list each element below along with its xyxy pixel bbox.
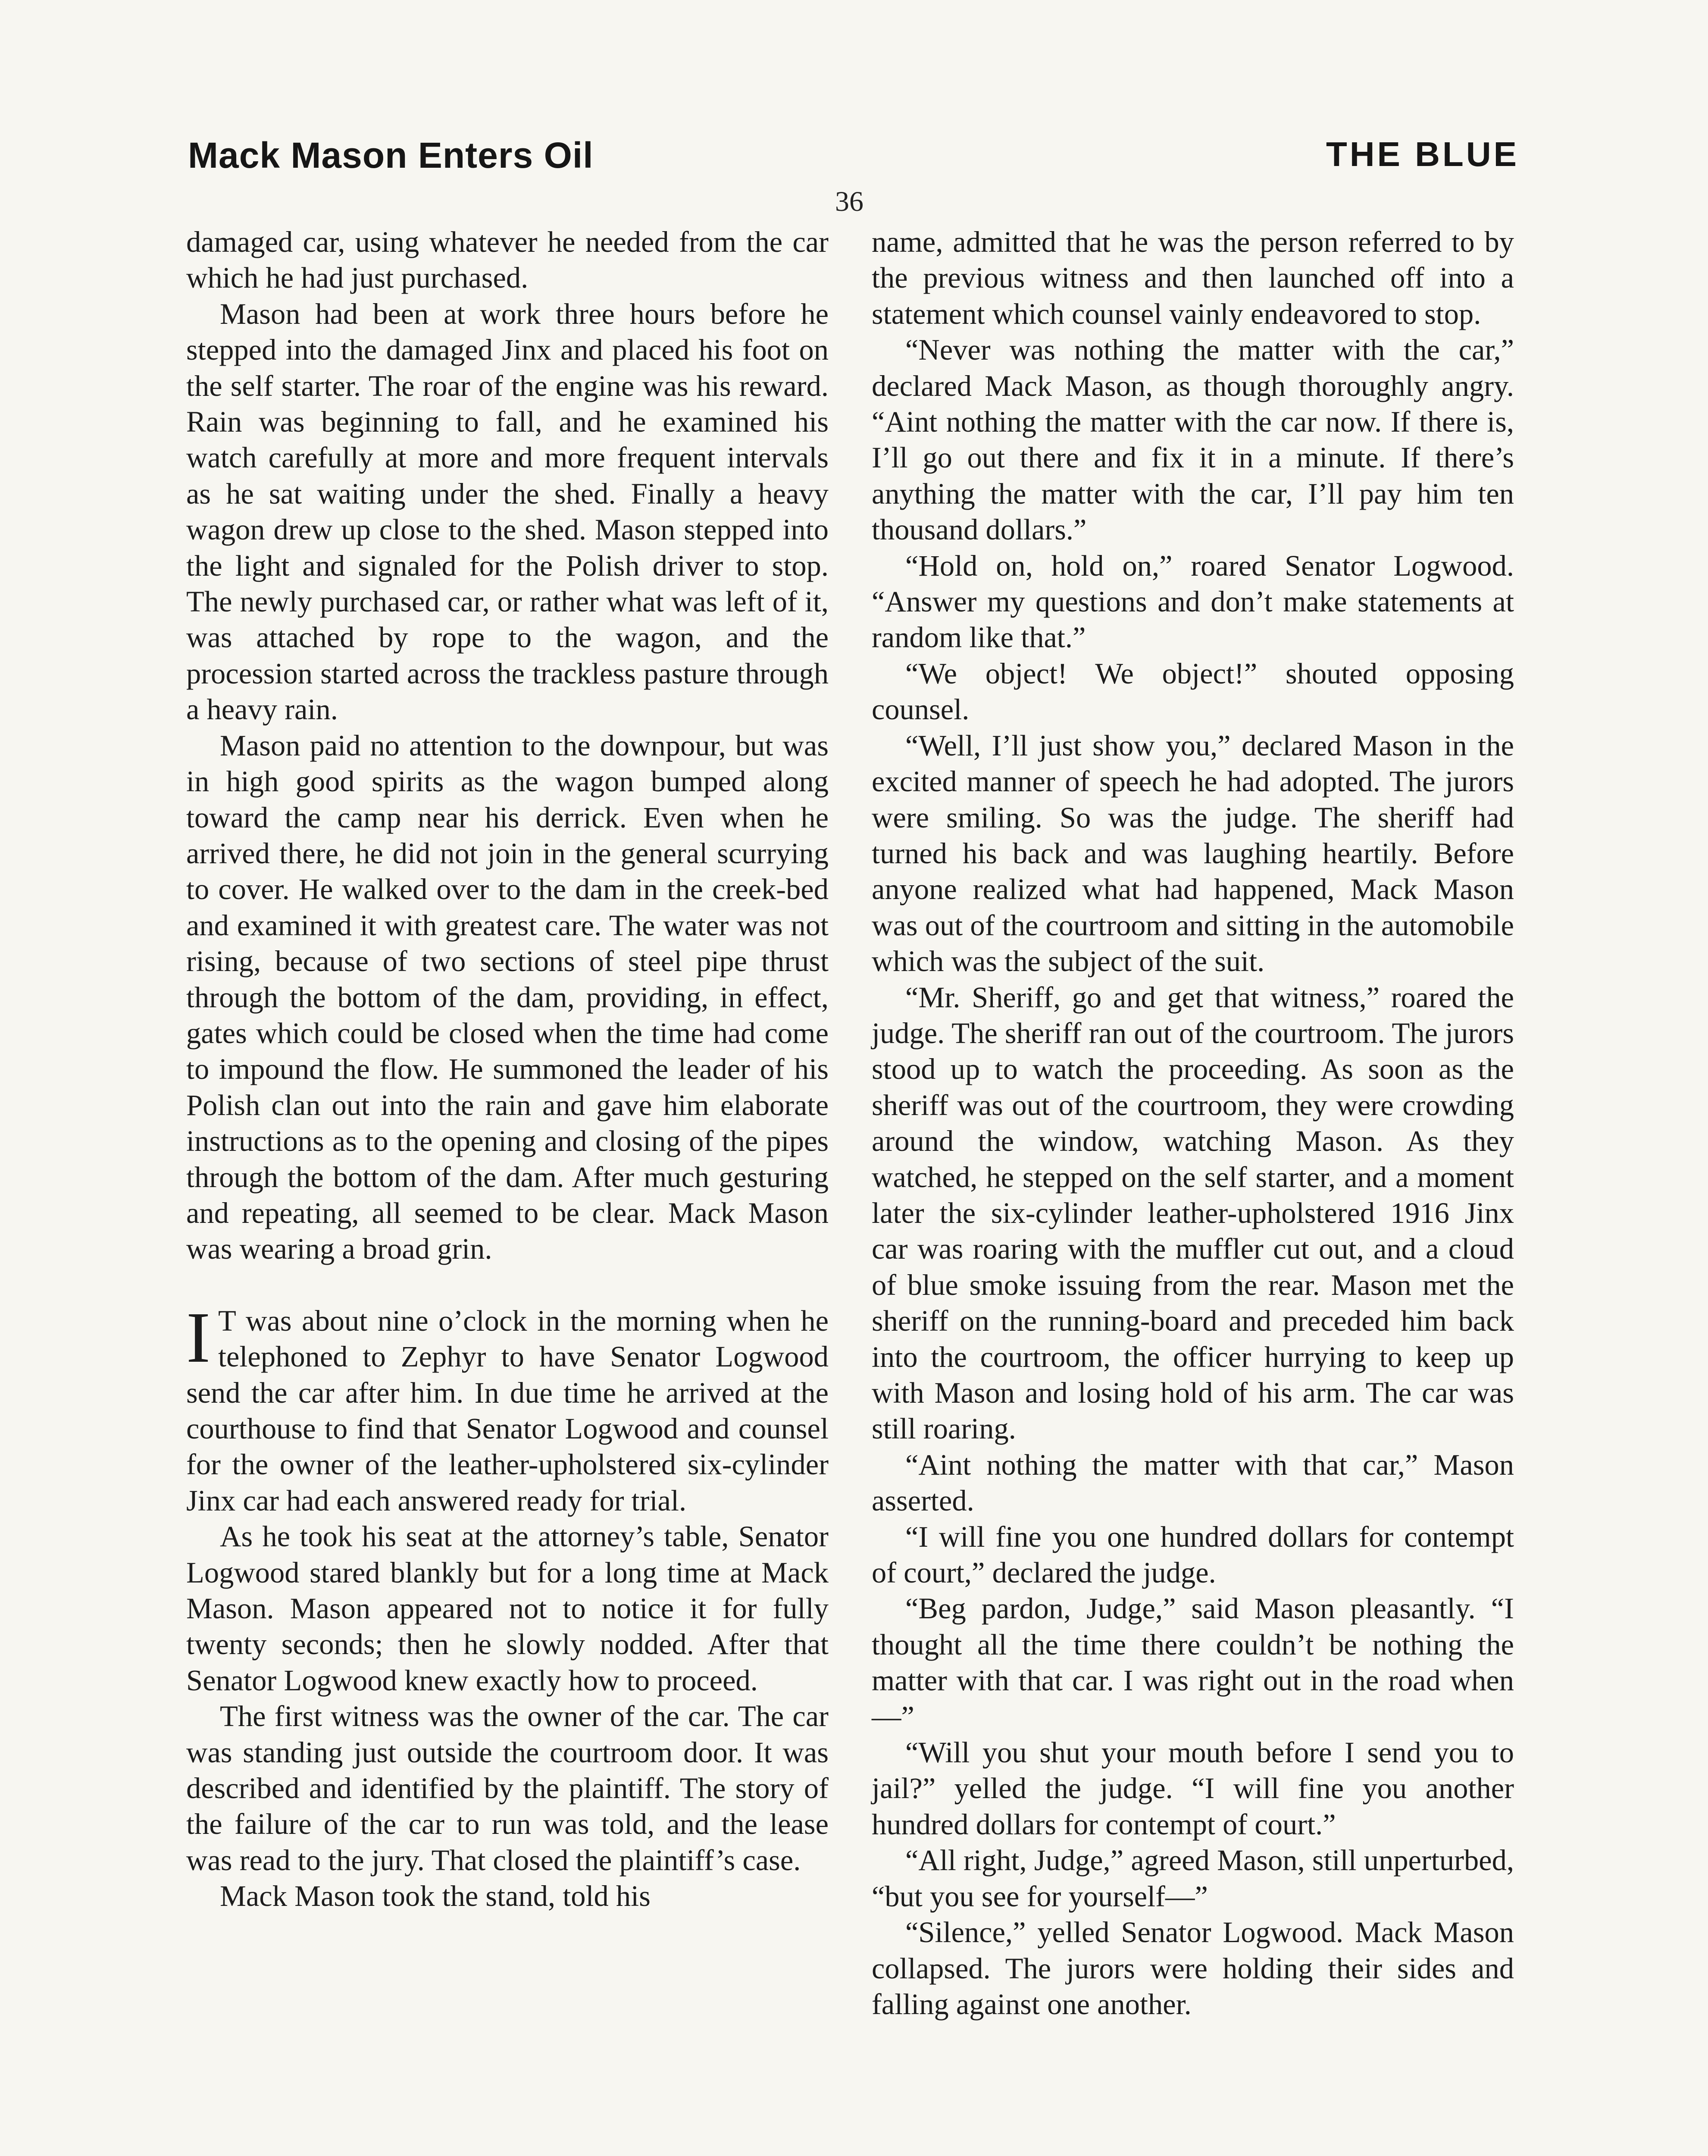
paragraph-text: T was about nine o’clock in the morning when he telephoned to Zephyr to have Senator Logwood send the car after him. In due time he arrived at the courthouse to find that Senator Logwood and counsel for the owner of the leather-upholstered six-cylinder Jinx car had each answered ready for trial. — [186, 1304, 829, 1517]
paragraph: “Well, I’ll just show you,” declared Mason in the excited manner of speech he had adopted. The jurors were smiling. So was the judge. The sheriff had turned his back and was laughing heartily. Before anyone realized what had happened, Mack Mason was out of the courtroom and sitting in the automobile which was the subject of the suit. — [872, 729, 1514, 978]
page-number: 36 — [835, 186, 863, 217]
paragraph: “Never was nothing the matter with the car,” declared Mack Mason, as though thoroughly angry. “Aint nothing the matter with the car now. If there is, I’ll go out there and fix it in a minute. If there’s anything the matter with the car, I’ll pay him ten thousand dollars.” — [872, 333, 1514, 546]
left-column — [186, 224, 829, 1915]
paragraph: The first witness was the owner of the car. The car was standing just outside the courtroom door. It was described and identified by the plaintiff. The story of the failure of the car to run was told, and the lease was read to the jury. That closed the plaintiff’s case. — [186, 1700, 829, 1877]
story-title: Mack Mason Enters Oil — [188, 135, 594, 175]
paragraph: As he took his seat at the attorney’s table, Senator Logwood stared blankly but for a long time at Mack Mason. Mason appeared not to notice it for fully twenty seconds; then he slowly nodded. After that Senator Logwood knew exactly how to proceed. — [186, 1520, 829, 1697]
paragraph: “Mr. Sheriff, go and get that witness,” roared the judge. The sheriff ran out of the courtroom. The jurors stood up to watch the proceeding. As soon as the sheriff was out of the courtroom, they were crowding around the window, watching Mason. As they watched, he stepped on the self starter, and a moment later the six-cylinder leather-upholstered 1916 Jinx car was roaring with the muffler cut out, and a cloud of blue smoke issuing from the rear. Mason met the sheriff on the running-board and preceded him back into the courtroom, the officer hurrying to keep up with Mason and losing hold of his arm. The car was still roaring. — [872, 981, 1514, 1445]
paragraph: Mason had been at work three hours before he stepped into the damaged Jinx and placed his foot on the self starter. The roar of the engine was his reward. Rain was beginning to fall, and he examined his watch carefully at more and more frequent intervals as he sat waiting under the shed. Finally a heavy wagon drew up close to the shed. Mason stepped into the light and signaled for the Polish driver to stop. The newly purchased car, or rather what was left of it, was attached by rope to the wagon, and the procession started across the trackless pasture through a heavy rain. — [186, 297, 829, 726]
paragraph: damaged car, using whatever he needed from the car which he had just purchased. — [186, 226, 829, 295]
paragraph: “Silence,” yelled Senator Logwood. Mack Mason collapsed. The jurors were holding their sides and falling against one another. — [872, 1916, 1514, 2021]
paragraph: “I will fine you one hundred dollars for contempt of court,” declared the judge. — [872, 1520, 1514, 1589]
section-start-paragraph — [186, 1297, 829, 1519]
paragraph: “All right, Judge,” agreed Mason, still unperturbed, “but you see for yourself—” — [872, 1844, 1514, 1913]
paragraph: “Hold on, hold on,” roared Senator Logwood. “Answer my questions and don’t make statements at random like that.” — [872, 549, 1514, 654]
paragraph: “Beg pardon, Judge,” said Mason pleasantly. “I thought all the time there couldn’t be nothing the matter with that car. I was right out in the road when—” — [872, 1592, 1514, 1733]
paragraph: “We object! We object!” shouted opposing counsel. — [872, 657, 1514, 726]
paragraph: name, admitted that he was the person referred to by the previous witness and then launched off into a statement which counsel vainly endeavored to stop. — [872, 226, 1514, 330]
magazine-title: THE BLUE — [1326, 135, 1519, 173]
paragraph: “Aint nothing the matter with that car,” Mason asserted. — [872, 1448, 1514, 1517]
paragraph: “Will you shut your mouth before I send you to jail?” yelled the judge. “I will fine you another hundred dollars for contempt of court.” — [872, 1736, 1514, 1841]
paragraph: Mason paid no attention to the downpour, but was in high good spirits as the wagon bumped along toward the camp near his derrick. Even when he arrived there, he did not join in the general scurrying to cover. He walked over to the dam in the creek-bed and examined it with greatest care. The water was not rising, because of two sections of steel pipe thrust through the bottom of the dam, providing, in effect, gates which could be closed when the time had come to impound the flow. He summoned the leader of his Polish clan out into the rain and gave him elaborate instructions as to the opening and closing of the pipes through the bottom of the dam. After much gesturing and repeating, all seemed to be clear. Mack Mason was wearing a broad grin. — [186, 729, 829, 1266]
right-column — [872, 224, 1514, 2022]
paragraph: Mack Mason took the stand, told his — [220, 1880, 651, 1913]
drop-cap: I — [186, 1297, 210, 1378]
